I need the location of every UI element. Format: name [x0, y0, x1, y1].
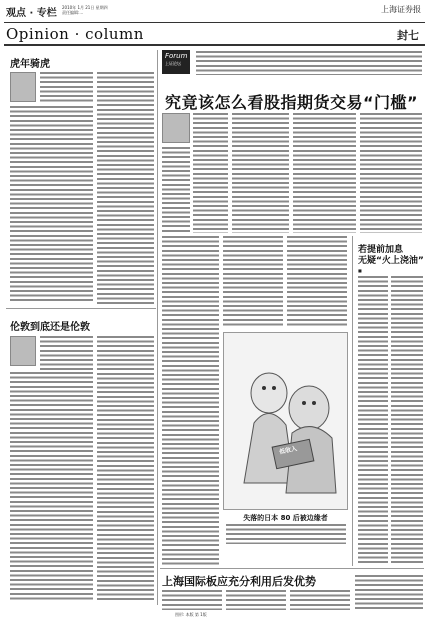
article-text: [97, 336, 154, 602]
column-divider: [352, 236, 353, 566]
headline-lundun: 伦敦到底还是伦敦: [10, 322, 90, 333]
article-text: [162, 147, 190, 233]
forum-label: Forum: [165, 52, 188, 60]
forum-badge: [162, 50, 190, 74]
headline-main: 究竟该怎么看股指期货交易“门槛”: [165, 93, 419, 112]
article-text: [223, 236, 283, 328]
author-photo: [10, 72, 36, 102]
headline-tiger: 虎年骑虎: [10, 59, 50, 70]
headline-fire-1: 若提前加息: [358, 245, 404, 255]
masthead-section: 观点 · 专栏: [6, 8, 57, 19]
article-text: [360, 113, 422, 233]
article-text: [287, 236, 347, 328]
author-photo: [10, 336, 36, 366]
article-text: [40, 72, 93, 104]
column-divider: [157, 50, 158, 605]
masthead-date-line: 2010年 1月 21日 星期四: [62, 5, 108, 10]
article-text: [162, 236, 219, 566]
page-footer: 图形: 本版 第 1版: [175, 612, 207, 617]
divider: [6, 308, 156, 309]
cartoon-badge: 低收入: [278, 445, 298, 456]
section-rule: [4, 44, 425, 46]
article-text: [293, 113, 356, 233]
masthead-rule: [4, 22, 425, 23]
article-text: [290, 590, 350, 610]
masthead-date-line: 责任编辑:…: [62, 10, 84, 15]
page-label: 封七: [397, 29, 419, 42]
section-title: Opinion · column: [6, 25, 144, 43]
newspaper-name: 上海证券报: [381, 5, 421, 14]
author-photo: [162, 113, 190, 143]
article-text: [97, 72, 154, 304]
headline-fire-2: 无疑“火上浇油”: [358, 256, 424, 266]
article-text: [355, 575, 423, 610]
cartoon-caption: 失落的日本 80 后被边缘者: [243, 514, 328, 522]
article-text: [193, 113, 228, 233]
cartoon-illustration: [223, 332, 348, 510]
forum-intro: [196, 51, 422, 75]
headline-shanghai: 上海国际板应充分利用后发优势: [162, 575, 316, 588]
article-text: [391, 276, 423, 566]
article-text: [232, 113, 289, 233]
article-text: [358, 276, 388, 566]
divider: [160, 568, 424, 569]
byline: ■: [358, 268, 362, 273]
cartoon-note: [226, 524, 346, 544]
article-text: [10, 372, 93, 602]
forum-sub: 上证论坛: [165, 61, 181, 66]
article-text: [226, 590, 286, 610]
article-text: [162, 590, 222, 610]
article-text: [40, 336, 93, 370]
masthead-date: [62, 5, 108, 15]
article-text: [10, 106, 93, 304]
